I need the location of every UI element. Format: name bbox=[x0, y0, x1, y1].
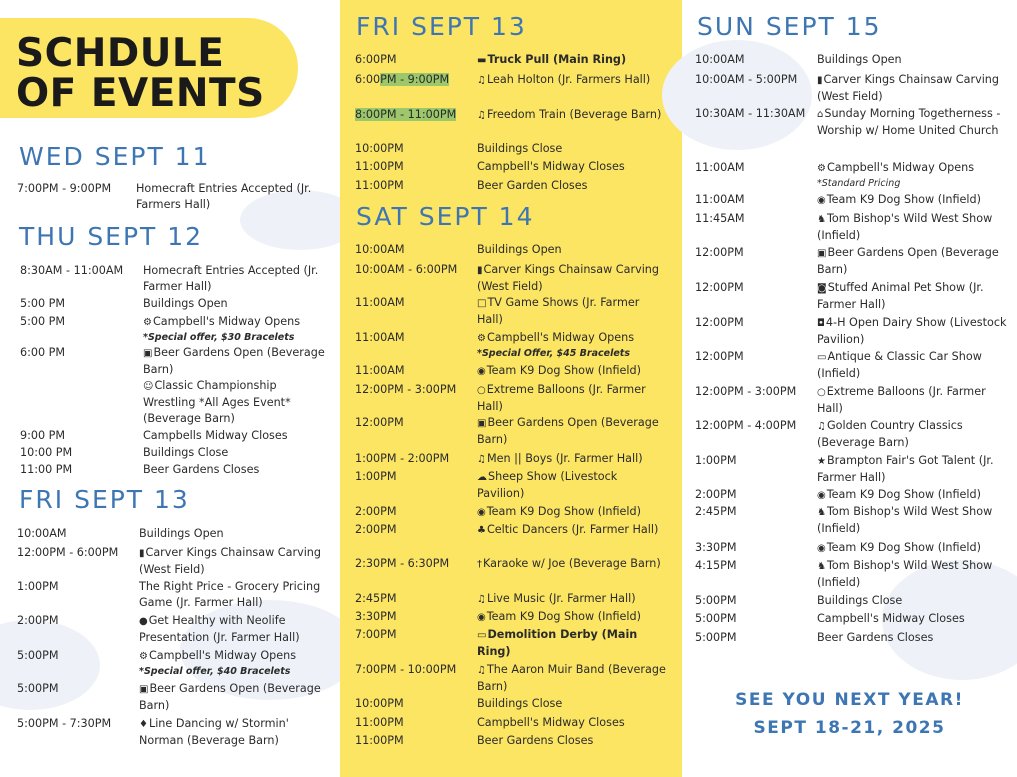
event-time: 10:00AM bbox=[17, 527, 67, 540]
event-time: 12:00PM - 4:00PM bbox=[695, 419, 797, 432]
event-title: Carver Kings Chainsaw Carving (West Field) bbox=[817, 73, 999, 103]
event-title: Demolition Derby (Main Ring) bbox=[477, 628, 638, 658]
event-time: 6:00 PM bbox=[20, 346, 66, 359]
event-description bbox=[477, 141, 667, 157]
event-time: 5:00PM bbox=[17, 649, 59, 662]
chainsaw-icon: ▮ bbox=[477, 265, 483, 276]
event-title: The Aaron Muir Band (Beverage Barn) bbox=[477, 663, 666, 693]
event-time: 3:30PM bbox=[695, 541, 737, 554]
event-note: *Special offer, $40 Bracelets bbox=[139, 666, 291, 677]
event-description bbox=[817, 52, 1007, 68]
event-description bbox=[143, 296, 328, 312]
event-title: Buildings Close bbox=[477, 697, 563, 710]
day-heading-sat: SAT SEPT 14 bbox=[356, 202, 535, 231]
cow-icon: ◘ bbox=[817, 318, 825, 329]
event-title: Campbell's Midway Closes bbox=[477, 716, 625, 729]
dancer-icon: ♦ bbox=[139, 719, 148, 730]
event-time: 5:00 PM bbox=[20, 297, 66, 310]
event-description bbox=[477, 178, 667, 194]
event-time: 10:00PM bbox=[355, 142, 404, 155]
music-note-icon: ♫ bbox=[477, 665, 486, 676]
event-description bbox=[139, 648, 334, 678]
event-description bbox=[477, 242, 667, 258]
event-title: Campbell's Midway Opens bbox=[486, 331, 635, 344]
event-title: Beer Garden Closes bbox=[477, 179, 588, 192]
event-description bbox=[817, 72, 1007, 105]
event-description bbox=[477, 609, 667, 626]
event-time: 11:00PM bbox=[355, 734, 404, 747]
event-description bbox=[139, 681, 334, 714]
event-title: Homecraft Entries Accepted (Jr. Farmers Hall) bbox=[136, 182, 312, 211]
apple-icon: ● bbox=[139, 616, 148, 627]
event-title: 4-H Open Dairy Show (Livestock Pavilion) bbox=[817, 316, 1007, 346]
event-description bbox=[139, 545, 334, 578]
horse-icon: ♞ bbox=[817, 507, 826, 518]
time-highlight: 8:00PM - 11:00PM bbox=[355, 108, 457, 121]
event-title: Campbell's Midway Opens bbox=[148, 649, 297, 662]
event-title: Line Dancing w/ Stormin' Norman (Beverage Barn) bbox=[139, 717, 289, 747]
event-description bbox=[817, 315, 1007, 348]
event-title: Karaoke w/ Joe (Beverage Barn) bbox=[483, 557, 661, 570]
event-title: Buildings Close bbox=[143, 446, 229, 459]
event-time: 10:00AM - 5:00PM bbox=[695, 73, 798, 86]
event-time: 2:00PM bbox=[17, 614, 59, 627]
event-note: *Special Offer, $45 Bracelets bbox=[477, 348, 630, 359]
event-time: 6:00PM bbox=[355, 53, 397, 66]
event-description bbox=[817, 630, 1007, 646]
event-time: 7:00PM bbox=[355, 628, 397, 641]
event-title: Carver Kings Chainsaw Carving (West Field) bbox=[477, 263, 659, 293]
event-time: 7:00PM - 10:00PM bbox=[355, 663, 457, 676]
day-heading-fri: FRI SEPT 13 bbox=[19, 485, 190, 514]
event-description bbox=[477, 330, 667, 360]
event-description bbox=[817, 349, 1007, 382]
event-description bbox=[143, 428, 328, 444]
event-title: Buildings Close bbox=[817, 594, 903, 607]
event-time: 11:00PM bbox=[355, 716, 404, 729]
event-time: 11:00AM bbox=[355, 331, 405, 344]
event-time: 2:45PM bbox=[355, 592, 397, 605]
event-title: Team K9 Dog Show (Infield) bbox=[826, 193, 981, 206]
event-time: 8:30AM - 11:00AM bbox=[20, 264, 124, 277]
event-time: 1:00PM bbox=[695, 454, 737, 467]
ferris-wheel-icon: ⚙ bbox=[817, 163, 826, 174]
horse-icon: ♞ bbox=[817, 561, 826, 572]
star-icon: ★ bbox=[817, 456, 826, 467]
event-title: Live Music (Jr. Farmer Hall) bbox=[486, 592, 636, 605]
event-title: Extreme Balloons (Jr. Farmer Hall) bbox=[817, 385, 986, 415]
church-icon: ⌂ bbox=[817, 109, 824, 120]
dog-icon: ◉ bbox=[817, 490, 826, 501]
time-highlight: PM - 9:00PM bbox=[380, 73, 450, 86]
event-title: Brampton Fair's Got Talent (Jr. Farmer Hall) bbox=[817, 454, 994, 484]
event-title: Team K9 Dog Show (Infield) bbox=[486, 610, 641, 623]
event-title: Campbell's Midway Opens bbox=[152, 315, 301, 328]
event-description bbox=[477, 469, 667, 502]
event-time: 12:00PM bbox=[695, 281, 744, 294]
page-title bbox=[16, 31, 265, 116]
page-title-line-1: SCHDULE bbox=[16, 31, 225, 76]
event-description bbox=[477, 159, 667, 175]
event-time: 12:00PM bbox=[695, 316, 744, 329]
event-description bbox=[477, 363, 667, 380]
event-description bbox=[477, 662, 667, 695]
event-description bbox=[143, 345, 328, 378]
event-description bbox=[477, 715, 667, 731]
event-title: Campbell's Midway Opens bbox=[826, 161, 975, 174]
event-description bbox=[139, 579, 334, 611]
ferris-wheel-icon: ⚙ bbox=[477, 333, 486, 344]
beer-icon: ▣ bbox=[817, 248, 827, 259]
car-icon: ▭ bbox=[817, 352, 827, 363]
event-time: 2:45PM bbox=[695, 505, 737, 518]
event-description bbox=[817, 504, 1007, 537]
event-description bbox=[817, 418, 1007, 451]
event-title: Stuffed Animal Pet Show (Jr. Farmer Hall) bbox=[817, 281, 984, 311]
event-description bbox=[477, 696, 667, 712]
event-title: Campbells Midway Closes bbox=[143, 429, 288, 442]
event-time: 10:30AM - 11:30AM bbox=[695, 107, 806, 120]
event-description bbox=[817, 487, 1007, 504]
balloon-icon: ○ bbox=[817, 387, 826, 398]
event-time: 10:00AM bbox=[355, 243, 405, 256]
event-description bbox=[139, 526, 334, 542]
day-heading-wed: WED SEPT 11 bbox=[19, 142, 211, 171]
event-description bbox=[477, 72, 667, 89]
event-title: Campbell's Midway Closes bbox=[817, 612, 965, 625]
event-time: 12:00PM bbox=[695, 246, 744, 259]
day-heading-sun: SUN SEPT 15 bbox=[697, 12, 882, 41]
event-title: Beer Gardens Open (Beverage Barn) bbox=[817, 246, 999, 276]
event-title: Buildings Open bbox=[143, 297, 228, 310]
event-time: 3:30PM bbox=[355, 610, 397, 623]
event-title: Beer Gardens Open (Beverage Barn) bbox=[477, 416, 659, 446]
event-title: Sheep Show (Livestock Pavilion) bbox=[477, 470, 618, 500]
event-time: 5:00PM bbox=[17, 682, 59, 695]
event-title: Men || Boys (Jr. Farmer Hall) bbox=[486, 452, 643, 465]
event-title: Buildings Open bbox=[817, 53, 902, 66]
footer-message: SEE YOU NEXT YEAR! bbox=[735, 690, 964, 710]
event-description bbox=[817, 593, 1007, 609]
event-time: 2:30PM - 6:30PM bbox=[355, 557, 450, 570]
event-time: 5:00PM bbox=[695, 594, 737, 607]
event-time: 5:00PM bbox=[695, 612, 737, 625]
event-title: Golden Country Classics (Beverage Barn) bbox=[817, 419, 963, 449]
event-note: *Special offer, $30 Bracelets bbox=[143, 332, 295, 343]
event-time: 12:00PM bbox=[355, 416, 404, 429]
event-description bbox=[817, 453, 1007, 486]
event-time: 2:00PM bbox=[355, 505, 397, 518]
horse-icon: ♞ bbox=[817, 214, 826, 225]
event-title: Beer Gardens Open (Beverage Barn) bbox=[143, 346, 325, 376]
event-time: 5:00PM - 7:30PM bbox=[17, 717, 112, 730]
event-title: Buildings Open bbox=[477, 243, 562, 256]
event-description bbox=[477, 627, 667, 660]
event-description bbox=[143, 378, 328, 427]
event-title: Celtic Dancers (Jr. Farmer Hall) bbox=[486, 523, 659, 536]
footer-next-dates: SEPT 18-21, 2025 bbox=[753, 718, 946, 738]
event-title: TV Game Shows (Jr. Farmer Hall) bbox=[477, 296, 640, 326]
event-title: Tom Bishop's Wild West Show (Infield) bbox=[817, 559, 993, 589]
event-description bbox=[817, 540, 1007, 557]
event-title: Beer Gardens Closes bbox=[143, 463, 260, 476]
event-time: 11:00AM bbox=[695, 193, 745, 206]
event-time: 5:00PM bbox=[695, 631, 737, 644]
event-description bbox=[477, 522, 667, 539]
car-icon: ▭ bbox=[477, 630, 487, 641]
event-title: Get Healthy with Neolife Presentation (Jr. Farmer Hall) bbox=[139, 614, 300, 644]
event-description bbox=[477, 504, 667, 521]
music-note-icon: ♫ bbox=[477, 454, 486, 465]
event-title: Buildings Open bbox=[139, 527, 224, 540]
event-description bbox=[817, 245, 1007, 278]
event-title: Classic Championship Wrestling *All Ages Event* (Beverage Barn) bbox=[143, 379, 291, 425]
event-time: 11:45AM bbox=[695, 212, 745, 225]
music-note-icon: ♫ bbox=[477, 75, 486, 86]
beer-icon: ▣ bbox=[477, 418, 487, 429]
event-description bbox=[143, 314, 328, 344]
event-title: Beer Gardens Open (Beverage Barn) bbox=[139, 682, 321, 712]
tv-icon: □ bbox=[477, 298, 487, 309]
event-time: 1:00PM - 2:00PM bbox=[355, 452, 450, 465]
event-time: 2:00PM bbox=[355, 523, 397, 536]
day-heading-thu: THU SEPT 12 bbox=[19, 222, 204, 251]
event-description bbox=[817, 558, 1007, 591]
event-time: 12:00PM bbox=[695, 350, 744, 363]
event-title: Team K9 Dog Show (Infield) bbox=[486, 364, 641, 377]
event-title: Extreme Balloons (Jr. Farmer Hall) bbox=[477, 383, 646, 413]
chainsaw-icon: ▮ bbox=[817, 75, 823, 86]
event-description bbox=[136, 181, 326, 213]
event-title: Team K9 Dog Show (Infield) bbox=[826, 541, 981, 554]
teddy-bear-icon: ◙ bbox=[817, 283, 827, 294]
event-description bbox=[477, 556, 667, 573]
event-title: Tom Bishop's Wild West Show (Infield) bbox=[817, 505, 993, 535]
chainsaw-icon: ▮ bbox=[139, 548, 145, 559]
event-time: 11:00PM bbox=[355, 179, 404, 192]
event-description bbox=[817, 211, 1007, 244]
event-description bbox=[143, 462, 328, 478]
event-time: 10:00PM bbox=[355, 697, 404, 710]
event-time: 10:00AM bbox=[695, 53, 745, 66]
event-title: Team K9 Dog Show (Infield) bbox=[486, 505, 641, 518]
event-title: Tom Bishop's Wild West Show (Infield) bbox=[817, 212, 993, 242]
event-description bbox=[477, 295, 667, 328]
event-description bbox=[477, 107, 667, 124]
dog-icon: ◉ bbox=[477, 612, 486, 623]
event-time: 1:00PM bbox=[355, 470, 397, 483]
event-time: 11:00PM bbox=[355, 160, 404, 173]
event-description bbox=[477, 733, 667, 749]
clover-icon: ♣ bbox=[477, 525, 486, 536]
music-note-icon: ♫ bbox=[817, 421, 826, 432]
event-description bbox=[817, 192, 1007, 209]
event-title: Beer Gardens Closes bbox=[477, 734, 594, 747]
event-note: *Standard Pricing bbox=[817, 178, 901, 189]
event-title: Antique & Classic Car Show (Infield) bbox=[817, 350, 982, 380]
dog-icon: ◉ bbox=[477, 507, 486, 518]
ferris-wheel-icon: ⚙ bbox=[143, 317, 152, 328]
ferris-wheel-icon: ⚙ bbox=[139, 651, 148, 662]
event-description bbox=[477, 382, 667, 415]
event-title: Team K9 Dog Show (Infield) bbox=[826, 488, 981, 501]
event-title: Freedom Train (Beverage Barn) bbox=[486, 108, 662, 121]
event-time: 11:00AM bbox=[695, 161, 745, 174]
event-description bbox=[477, 415, 667, 448]
music-note-icon: ♫ bbox=[477, 110, 486, 121]
event-title: The Right Price - Grocery Pricing Game (Jr. Farmer Hall) bbox=[139, 580, 321, 609]
event-title: Carver Kings Chainsaw Carving (West Field) bbox=[139, 546, 321, 576]
event-time: 11:00AM bbox=[355, 364, 405, 377]
event-time: 1:00PM bbox=[17, 580, 59, 593]
dog-icon: ◉ bbox=[477, 366, 486, 377]
microphone-icon: † bbox=[477, 559, 482, 570]
event-title: Leah Holton (Jr. Farmers Hall) bbox=[486, 73, 651, 86]
event-time: 7:00PM - 9:00PM bbox=[17, 182, 112, 195]
event-time: 9:00 PM bbox=[20, 429, 66, 442]
event-title: Buildings Close bbox=[477, 142, 563, 155]
balloon-icon: ○ bbox=[477, 385, 486, 396]
event-description bbox=[139, 716, 334, 749]
event-time: 12:00PM - 3:00PM bbox=[695, 385, 797, 398]
event-description bbox=[817, 160, 1007, 190]
event-time bbox=[355, 107, 456, 123]
sheep-icon: ☁ bbox=[477, 472, 487, 483]
event-description bbox=[477, 591, 667, 608]
wrestling-icon: ☺ bbox=[143, 381, 154, 392]
dog-icon: ◉ bbox=[817, 195, 826, 206]
music-note-icon: ♫ bbox=[477, 594, 486, 605]
event-time: 2:00PM bbox=[695, 488, 737, 501]
event-description bbox=[817, 611, 1007, 627]
event-title: Beer Gardens Closes bbox=[817, 631, 934, 644]
event-time: 11:00 PM bbox=[20, 463, 73, 476]
day-heading-fri-continued: FRI SEPT 13 bbox=[356, 12, 527, 41]
dog-icon: ◉ bbox=[817, 543, 826, 554]
event-description bbox=[477, 262, 667, 295]
event-time: 10:00 PM bbox=[20, 446, 73, 459]
event-description bbox=[817, 106, 1007, 139]
event-description bbox=[143, 445, 328, 461]
event-description bbox=[139, 613, 334, 646]
truck-icon: ▬ bbox=[477, 55, 487, 66]
event-title: Campbell's Midway Closes bbox=[477, 160, 625, 173]
beer-icon: ▣ bbox=[139, 684, 149, 695]
event-description bbox=[143, 263, 328, 295]
event-time: 11:00AM bbox=[355, 296, 405, 309]
page-title-line-2: OF EVENTS bbox=[16, 71, 265, 116]
event-time: 4:15PM bbox=[695, 559, 737, 572]
beer-icon: ▣ bbox=[143, 348, 153, 359]
event-description bbox=[817, 384, 1007, 417]
event-description bbox=[477, 451, 667, 468]
event-time: 12:00PM - 6:00PM bbox=[17, 546, 119, 559]
event-time: 12:00PM - 3:00PM bbox=[355, 383, 457, 396]
event-title: Truck Pull (Main Ring) bbox=[487, 53, 627, 66]
event-description bbox=[477, 52, 667, 69]
event-title: Homecraft Entries Accepted (Jr. Farmer Hall) bbox=[143, 264, 319, 293]
event-time: 10:00AM - 6:00PM bbox=[355, 263, 458, 276]
event-title: Sunday Morning Togetherness - Worship w/ Home United Church bbox=[817, 107, 1001, 137]
event-time: 5:00 PM bbox=[20, 315, 66, 328]
event-description bbox=[817, 280, 1007, 313]
event-time: 6:00PM - 9:00PM bbox=[355, 73, 450, 86]
